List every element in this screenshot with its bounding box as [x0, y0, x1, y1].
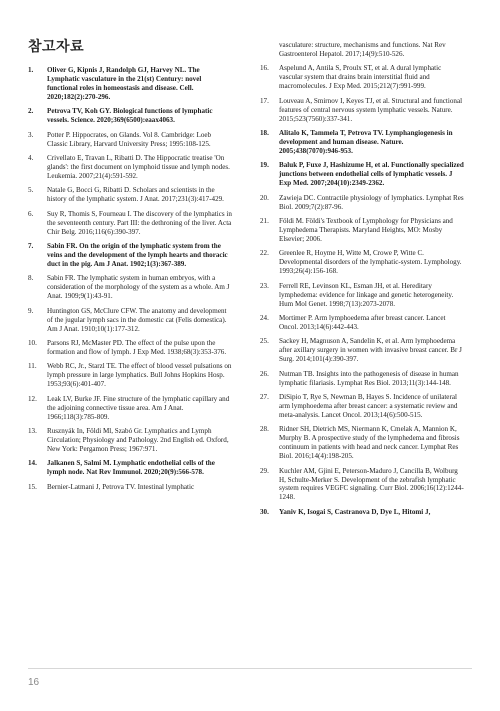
reference-text: Alitalo K, Tammela T, Petrova TV. Lymphangiogenesis in development and human disease. Nature. 2005;438(7070):946-953. [279, 129, 453, 155]
reference-item [28, 66, 233, 102]
reference-number: 4. [28, 154, 34, 163]
reference-item [28, 107, 233, 125]
reference-number: 2. [28, 107, 34, 116]
reference-text: Potter P. Hippocrates, on Glands. Vol 8. Cambridge: Loeb Classic Library, Harvard University Press; 1995:108-125. [47, 130, 212, 148]
page-number: 16 [28, 677, 40, 688]
reference-item [260, 217, 465, 244]
reference-item [260, 97, 465, 124]
reference-item [260, 337, 465, 364]
reference-number: 21. [260, 217, 269, 226]
reference-text: Földi M. Földi's Textbook of Lymphology for Physicians and Lymphedema Therapists. Maryland Heights, MO: Mosby Elsevier; 2006. [279, 217, 453, 243]
reference-column-right [260, 41, 465, 522]
reference-number: 13. [28, 427, 37, 436]
reference-text: Suy R, Thomis S, Fourneau I. The discovery of the lymphatics in the seventeenth century. Part III: the dethroning of the liver. Acta Chir Belg. 2016;116(6):390-397. [47, 209, 232, 236]
reference-item [28, 210, 233, 237]
reference-number: 17. [260, 96, 269, 105]
reference-item [28, 186, 233, 204]
reference-number: 23. [260, 281, 269, 290]
reference-text: Ferrell RE, Levinson KL, Esman JH, et al. Hereditary lymphedema: evidence for linkage and genetic heterogeneity. Hum Mol Genet. 1998;7(13):2073-2078. [279, 281, 454, 308]
reference-item [260, 41, 465, 59]
reference-item [28, 459, 233, 477]
reference-item [260, 282, 465, 309]
reference-number: 28. [260, 425, 269, 434]
reference-number: 15. [28, 482, 37, 491]
reference-text: Natale G, Bocci G, Ribatti D. Scholars and scientists in the history of the lymphatic system. J Anat. 2017;231(3):417-429. [47, 186, 224, 204]
reference-item [28, 339, 233, 357]
reference-number: 10. [28, 339, 37, 347]
reference-number: 26. [260, 369, 269, 378]
reference-item [260, 425, 465, 461]
reference-column-left [28, 66, 233, 497]
reference-text: vasculature: structure, mechanisms and functions. Nat Rev Gastroenterol Hepatol. 2017;14(9):510-526. [279, 41, 446, 58]
reference-text: Webb RC, Jr., Starzl TE. The effect of blood vessel pulsations on lymph pressure in large lymphatics. Bull Johns Hopkins Hosp. 1953;93(6):401-407. [47, 362, 232, 389]
reference-number: 25. [260, 337, 269, 346]
reference-text: Zawieja DC. Contractile physiology of lymphatics. Lymphat Res Biol. 2009;7(2):87-96. [279, 193, 464, 211]
reference-number: 22. [260, 249, 269, 258]
reference-item [28, 131, 233, 149]
reference-text: Sabin FR. On the origin of the lymphatic system from the veins and the development of the lymph hearts and thoracic duct in the pig. Am J Anat. 1902;1(3):367-389. [47, 242, 228, 268]
reference-text: Petrova TV, Koh GY. Biological functions of lymphatic vessels. Science. 2020;369(6500):eaax4063. [47, 107, 213, 125]
reference-number: 7. [28, 242, 34, 251]
reference-number: 18. [260, 129, 269, 138]
reference-item [28, 362, 233, 389]
reference-number: 5. [28, 186, 34, 195]
reference-item [28, 154, 233, 181]
reference-number: 3. [28, 130, 34, 139]
reference-item [28, 483, 233, 492]
footer-divider [28, 668, 472, 669]
reference-item [260, 508, 465, 517]
reference-item [260, 393, 465, 420]
reference-text: Rusznyák In, Földi Ml, Szabó Gr. Lymphatics and Lymph Circulation; Physiology and Pathology. 2nd English ed. Oxford, New York: Pergamon Press; 1967:971. [47, 427, 229, 453]
reference-item [260, 194, 465, 212]
reference-text: Sabin FR. The lymphatic system in human embryos, with a consideration of the morphology of the system as a whole. Am J Anat. 1909;9(1):43-91. [47, 274, 230, 301]
reference-text: DiSipio T, Rye S, Newman B, Hayes S. Incidence of unilateral arm lymphoedema after breast cancer: a systematic review and meta-analysis. Lancet Oncol. 2013;14(6):500-515. [279, 393, 458, 419]
reference-number: 8. [28, 274, 34, 283]
reference-text: Leak LV, Burke JF. Fine structure of the lymphatic capillary and the adjoining connective tissue area. Am J Anat. 1966;118(3):785-809. [47, 394, 230, 421]
reference-item [260, 314, 465, 332]
reference-item [28, 307, 233, 334]
reference-text: Yaniv K, Isogai S, Castranova D, Dye L, Hitomi J, [279, 507, 431, 516]
reference-item [260, 161, 465, 188]
reference-number: 19. [260, 161, 269, 170]
reference-text: Oliver G, Kipnis J, Randolph GJ, Harvey NL. The Lymphatic vasculature in the 21(st) Century: novel functional roles in homeostasis and disease. Cell. 2020;182(2):270-296. [47, 66, 202, 101]
reference-item [260, 249, 465, 276]
reference-item [260, 370, 465, 388]
reference-text: Sackey H, Magnuson A, Sandelin K, et al. Arm lymphoedema after axillary surgery in women with invasive breast cancer. Br J Surg. 2014;101(4):390-397. [279, 337, 462, 364]
reference-number: 9. [28, 306, 34, 315]
reference-number: 1. [28, 66, 34, 74]
reference-number: 16. [260, 64, 269, 73]
reference-item [28, 427, 233, 454]
reference-text: Kuchler AM, Gjini E, Peterson-Maduro J, Cancilla B, Wolburg H, Schulte-Merker S. Development of the zebrafish lymphatic system requires VEGFC signaling. Curr Biol. 2006;16(12):1244-1248. [279, 466, 464, 502]
reference-text: Ridner SH, Dietrich MS, Niermann K, Cmelak A, Mannion K, Murphy B. A prospective study of the lymphedema and fibrosis continuum in patients with head and neck cancer. Lymphat Res Biol. 2016;14(4):198-205. [279, 425, 460, 461]
reference-number: 27. [260, 393, 269, 402]
reference-item [28, 242, 233, 269]
reference-number: 30. [260, 507, 269, 516]
reference-number: 24. [260, 314, 269, 322]
reference-text: Louveau A, Smirnov I, Keyes TJ, et al. Structural and functional features of central nervous system lymphatic vessels. Nature. 2015;523(7560):337-341. [279, 96, 463, 123]
reference-item [260, 467, 465, 503]
reference-text: Greenlee R, Hoyme H, Witte M, Crowe P, Witte C. Developmental disorders of the lymphatic-system. Lymphology. 1993;26(4):156-168. [279, 249, 462, 276]
reference-text: Baluk P, Fuxe J, Hashizume H, et al. Functionally specialized junctions between endothelial cells of lymphatic vessels. J Exp Med. 2007;204(10):2349-2362. [279, 161, 464, 188]
reference-text: Aspelund A, Antila S, Proulx ST, et al. A dural lymphatic vascular system that drains brain interstitial fluid and macromolecules. J Exp Med. 2015;212(7):991-999. [279, 64, 442, 91]
reference-number: 11. [28, 362, 37, 371]
reference-item [28, 274, 233, 301]
page-title: 참고자료 [28, 39, 85, 55]
reference-text: Parsons RJ, McMaster PD. The effect of the pulse upon the formation and flow of lymph. J Exp Med. 1938;68(3):353-376. [47, 339, 227, 356]
reference-item [260, 129, 465, 156]
reference-item [260, 64, 465, 91]
reference-number: 29. [260, 466, 269, 475]
reference-text: Crivellato E, Travan L, Ribatti D. The Hippocratic treatise 'On glands': the first document on lymphoid tissue and lymph nodes. Leukemia. 2007;21(4):591-592. [47, 154, 230, 180]
reference-item [28, 395, 233, 422]
reference-text: Nutman TB. Insights into the pathogenesis of disease in human lymphatic filariasis. Lymphat Res Biol. 2013;11(3):144-148. [279, 369, 459, 387]
reference-text: Huntington GS, McClure CFW. The anatomy and development of the jugular lymph sacs in the domestic cat (Felis domestica). Am J Anat. 1910;10(1):177-312. [47, 306, 227, 333]
reference-number: 6. [28, 209, 34, 218]
reference-number: 12. [28, 394, 37, 403]
reference-text: Jalkanen S, Salmi M. Lymphatic endothelial cells of the lymph node. Nat Rev Immunol. 2020;20(9):566-578. [47, 459, 215, 477]
reference-text: Bernier-Latmani J, Petrova TV. Intestinal lymphatic [47, 482, 195, 491]
reference-number: 14. [28, 459, 37, 468]
reference-number: 20. [260, 193, 269, 202]
reference-text: Mortimer P. Arm lymphoedema after breast cancer. Lancet Oncol. 2013;14(6):442-443. [279, 314, 446, 331]
